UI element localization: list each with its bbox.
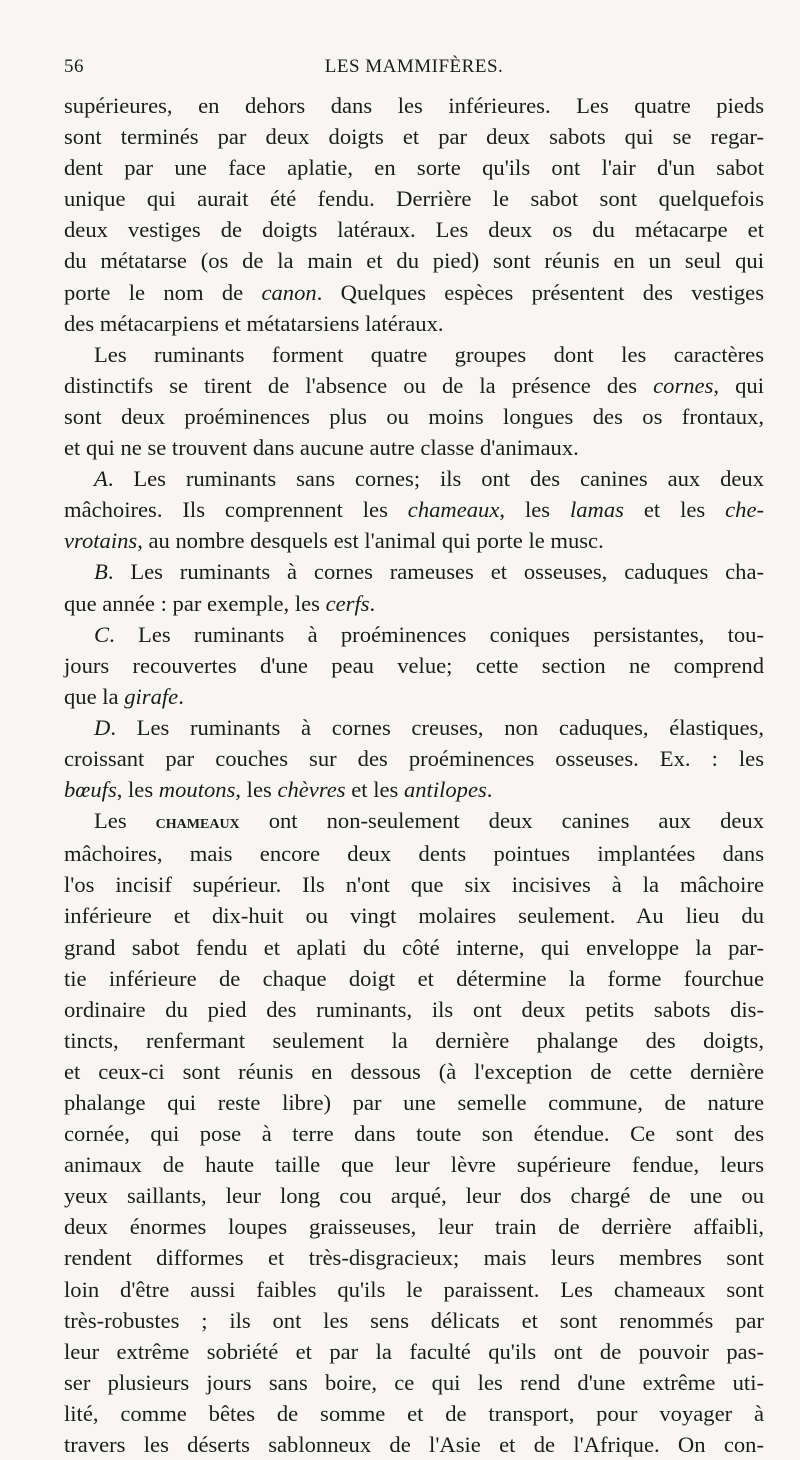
italic-term: bœufs <box>64 777 117 803</box>
text-line: des métacarpiens et métatarsiens latéraux. <box>64 310 444 336</box>
small-caps-term: chameaux <box>155 812 240 834</box>
text-line: tie inférieure de chaque doigt et détermine la forme fourchue <box>64 965 764 991</box>
book-page <box>64 56 764 1460</box>
italic-term: lamas <box>569 497 624 523</box>
italic-term: chameaux <box>407 497 500 523</box>
text-line <box>64 712 764 743</box>
text-line <box>64 805 764 838</box>
text-line: supérieures, en dehors dans les inférieures. Les quatre pieds <box>64 93 764 118</box>
page-number: 56 <box>64 56 84 77</box>
text-span: . <box>486 777 493 803</box>
text-line: lité, comme bêtes de somme et de transport, pour voyager à <box>64 1400 764 1426</box>
italic-term: che- <box>725 497 765 523</box>
text-span: . <box>369 590 376 616</box>
italic-term: girafe <box>124 683 179 709</box>
text-span: et les <box>623 497 706 523</box>
text-line: phalange qui reste libre) par une semelle commune, de nature <box>64 1090 764 1115</box>
text-span: ont non-seulement deux canines aux deux <box>239 808 764 834</box>
running-title: LES MAMMIFÈRES. <box>324 56 504 77</box>
text-line <box>64 494 764 525</box>
text-line: animaux de haute taille que leur lèvre supérieure fendue, leurs <box>64 1152 764 1178</box>
text-line: dent par une face aplatie, en sorte qu'ils ont l'air d'un sabot <box>64 155 764 181</box>
text-line: deux énormes loupes graisseuses, leur train de derrière affaibli, <box>64 1214 764 1240</box>
text-span: . Les ruminants à cornes creuses, non caduques, élastiques, <box>110 714 764 740</box>
italic-term: antilopes <box>403 777 487 803</box>
text-line: yeux saillants, leur long cou arqué, leur dos chargé de une ou <box>64 1183 764 1209</box>
text-line: du métatarse (os de la main et du pied) sont réunis en un seul qui <box>64 248 764 274</box>
italic-term: canon <box>261 279 317 305</box>
text-line <box>64 556 764 587</box>
text-span: et les <box>345 777 399 803</box>
text-line: travers les déserts sablonneux de l'Asie et de l'Afrique. On con- <box>64 1432 764 1458</box>
italic-term: moutons <box>158 777 236 803</box>
page-header <box>64 56 764 90</box>
text-span: , les <box>499 497 551 523</box>
text-span: , qui <box>713 372 765 398</box>
text-span: . Quelques espèces présentent des vestiges <box>316 279 764 305</box>
text-line: ser plusieurs jours sans boire, ce qui les rend d'une extrême uti- <box>64 1369 764 1395</box>
text-span: . <box>178 683 184 709</box>
group-letter: C <box>94 621 110 647</box>
text-span: que année : par exemple, les <box>64 590 320 616</box>
text-line: tincts, renfermant seulement la dernière phalange des doigts, <box>64 1027 764 1053</box>
text-span: , les <box>116 777 154 803</box>
text-line: Les ruminants forment quatre groupes dont les caractères <box>94 341 764 367</box>
text-line: sont terminés par deux doigts et par deux sabots qui se regar- <box>64 124 764 150</box>
paragraph-group-b <box>64 556 764 618</box>
text-line <box>64 774 764 805</box>
text-line: l'os incisif supérieur. Ils n'ont que six incisives à la mâchoire <box>64 872 764 898</box>
italic-term: cerfs <box>325 590 370 616</box>
text-line: sont deux proéminences plus ou moins longues des os frontaux, <box>64 403 764 429</box>
text-line: jours recouvertes d'une peau velue; cette section ne comprend <box>64 652 764 678</box>
text-line: ordinaire du pied des ruminants, ils ont deux petits sabots dis- <box>64 996 764 1022</box>
text-line <box>64 619 764 650</box>
paragraph-group-d <box>64 712 764 805</box>
text-line: croissant par couches sur des proéminences osseuses. Ex. : les <box>64 745 764 771</box>
text-span: Les <box>94 808 127 834</box>
italic-term: vrotains <box>64 528 138 554</box>
text-span: . Les ruminants à proéminences coniques persistantes, tou- <box>109 621 764 647</box>
italic-term: cornes <box>653 372 714 398</box>
text-span: que la <box>64 683 119 709</box>
text-line: inférieure et dix-huit ou vingt molaires seulement. Au lieu du <box>64 903 764 929</box>
paragraph-group-a <box>64 463 764 556</box>
text-span: . Les ruminants à cornes rameuses et osseuses, caduques cha- <box>107 559 764 585</box>
group-letter: B <box>94 559 108 585</box>
paragraph-groups <box>64 339 764 463</box>
group-letter: D <box>94 714 111 740</box>
italic-term: chèvres <box>277 777 346 803</box>
paragraph-group-c <box>64 619 764 712</box>
text-line: très-robustes ; ils ont les sens délicats et sont renommés par <box>64 1307 764 1333</box>
text-span: distinctifs se tirent de l'absence ou de la présence des <box>64 372 638 398</box>
text-line <box>64 277 764 308</box>
text-line: loin d'être aussi faibles qu'ils le paraissent. Les chameaux sont <box>64 1276 764 1302</box>
text-line <box>64 588 764 619</box>
text-span: mâchoires. Ils comprennent les <box>64 497 388 523</box>
text-line <box>64 681 764 712</box>
text-line: et ceux-ci sont réunis en dessous (à l'exception de cette dernière <box>64 1058 764 1084</box>
text-line: deux vestiges de doigts latéraux. Les deux os du métacarpe et <box>64 217 764 243</box>
text-line: et qui ne se trouvent dans aucune autre classe d'animaux. <box>64 435 579 461</box>
text-line: leur extrême sobriété et par la faculté qu'ils ont de pouvoir pas- <box>64 1338 764 1364</box>
text-line <box>64 525 764 556</box>
text-span: , les <box>235 777 272 803</box>
body-text <box>64 90 764 1460</box>
text-line: cornée, qui pose à terre dans toute son étendue. Ce sont des <box>64 1121 764 1147</box>
text-line: unique qui aurait été fendu. Derrière le sabot sont quelquefois <box>64 186 764 212</box>
paragraph-camels <box>64 805 764 1460</box>
text-line <box>64 463 764 494</box>
paragraph-continuation <box>64 90 764 339</box>
text-line: mâchoires, mais encore deux dents pointues implantées dans <box>64 841 764 867</box>
text-span: porte le nom de <box>64 279 244 305</box>
text-line <box>64 370 764 401</box>
text-span: , au nombre desquels est l'animal qui porte le musc. <box>137 528 604 554</box>
group-letter: A <box>94 466 108 492</box>
text-span: . Les ruminants sans cornes; ils ont des canines aux deux <box>107 466 764 492</box>
text-line: rendent difformes et très-disgracieux; mais leurs membres sont <box>64 1245 764 1271</box>
text-line: grand sabot fendu et aplati du côté interne, qui enveloppe la par- <box>64 934 764 960</box>
